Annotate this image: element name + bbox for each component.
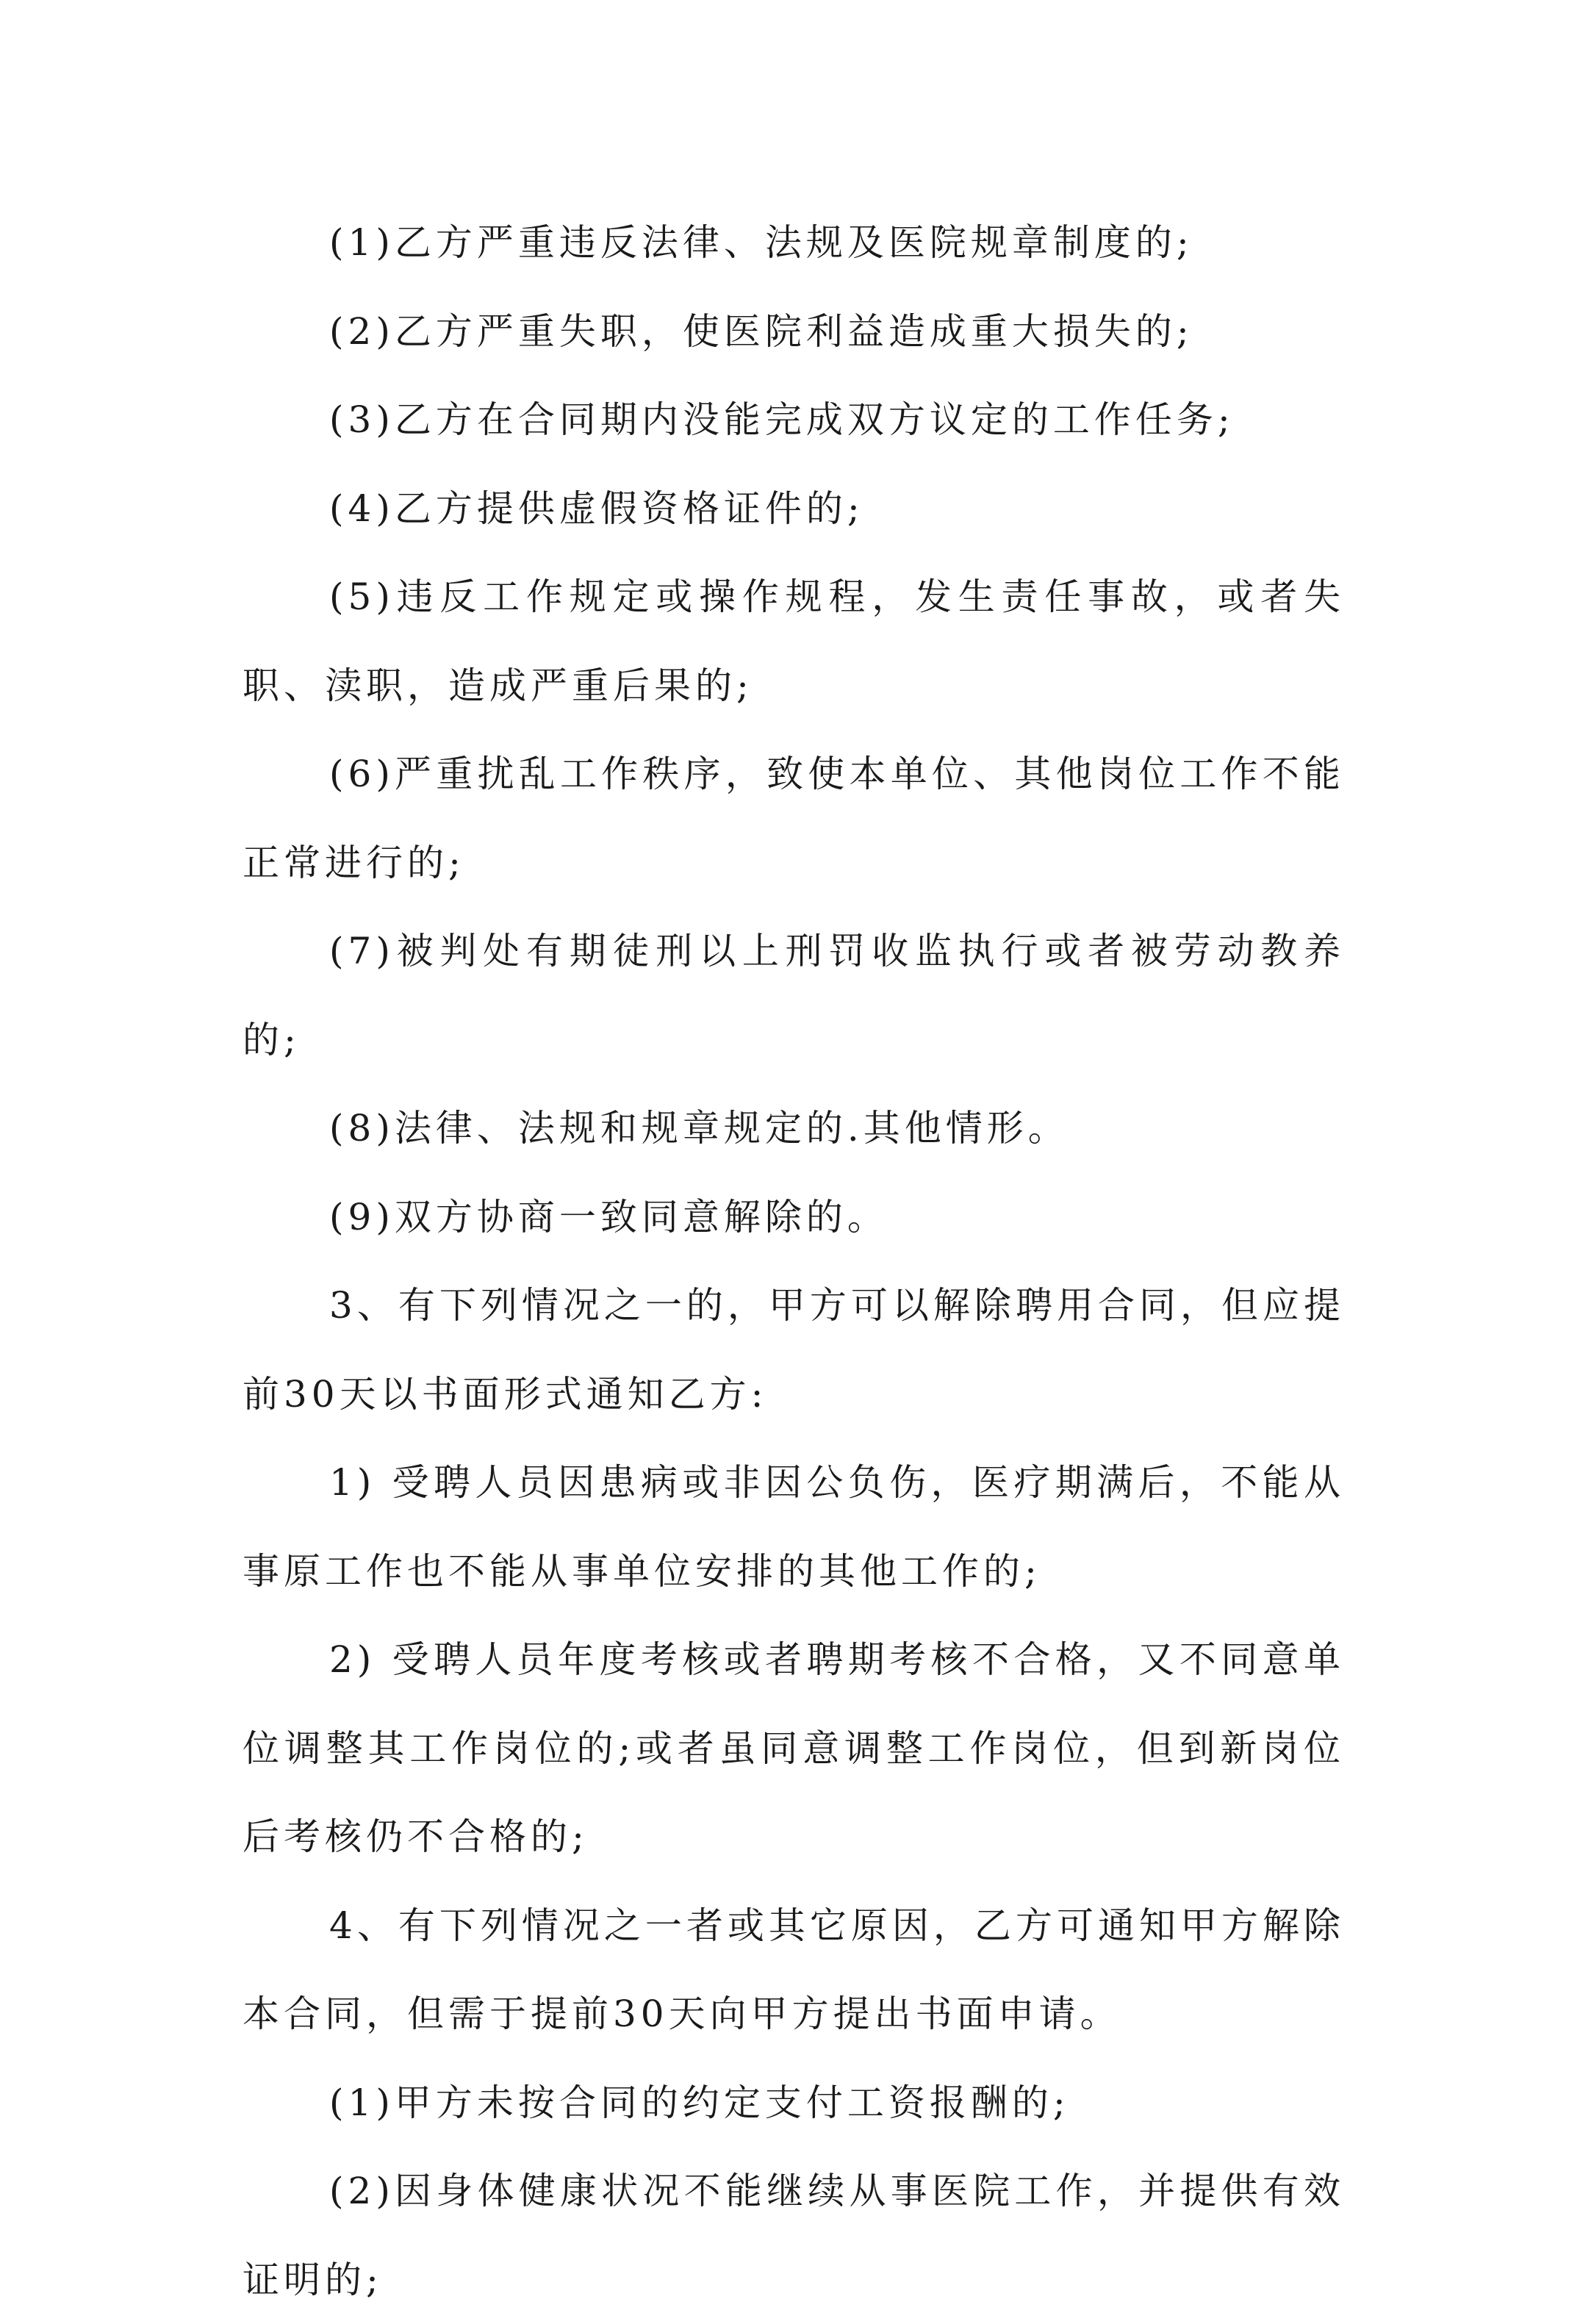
clause-2-dereliction: (2)乙方严重失职，使医院利益造成重大损失的;: [329, 309, 1193, 353]
section-4-item-2: (2)因身体健康状况不能继续从事医院工作，并提供有效证明的;: [243, 2170, 1345, 2301]
section-3-item-1: 1) 受聘人员因患病或非因公负伤，医疗期满后，不能从事原工作也不能从事单位安排的其他工作的;: [243, 1461, 1345, 1593]
clause-3-task-incomplete: (3)乙方在合同期内没能完成双方议定的工作任务;: [329, 398, 1235, 441]
clause-9-mutual-agreement: (9)双方协商一致同意解除的。: [329, 1195, 888, 1238]
clause-5-accident: (5)违反工作规定或操作规程，发生责任事故，或者失职、渎职，造成严重后果的;: [243, 575, 1345, 707]
section-4-item-1: (1)甲方未按合同的约定支付工资报酬的;: [329, 2081, 1070, 2124]
clause-8-other: (8)法律、法规和规章规定的.其他情形。: [329, 1107, 1069, 1150]
document-body: [243, 198, 1345, 2324]
section-4-heading: 4、有下列情况之一者或其它原因，乙方可通知甲方解除本合同，但需于提前30天向甲方提出书面申请。: [243, 1904, 1345, 2035]
section-3-item-2: 2) 受聘人员年度考核或者聘期考核不合格，又不同意单位调整其工作岗位的;或者虽同意调整工作岗位，但到新岗位后考核仍不合格的;: [243, 1638, 1345, 1858]
clause-6-disruption: (6)严重扰乱工作秩序，致使本单位、其他岗位工作不能正常进行的;: [243, 753, 1345, 884]
clause-7-imprisonment: (7)被判处有期徒刑以上刑罚收监执行或者被劳动教养的;: [243, 930, 1345, 1061]
clause-4-false-credentials: (4)乙方提供虚假资格证件的;: [329, 487, 864, 530]
clause-1-serious-violation: (1)乙方严重违反法律、法规及医院规章制度的;: [329, 221, 1193, 264]
section-3-heading: 3、有下列情况之一的，甲方可以解除聘用合同，但应提前30天以书面形式通知乙方:: [243, 1284, 1345, 1416]
